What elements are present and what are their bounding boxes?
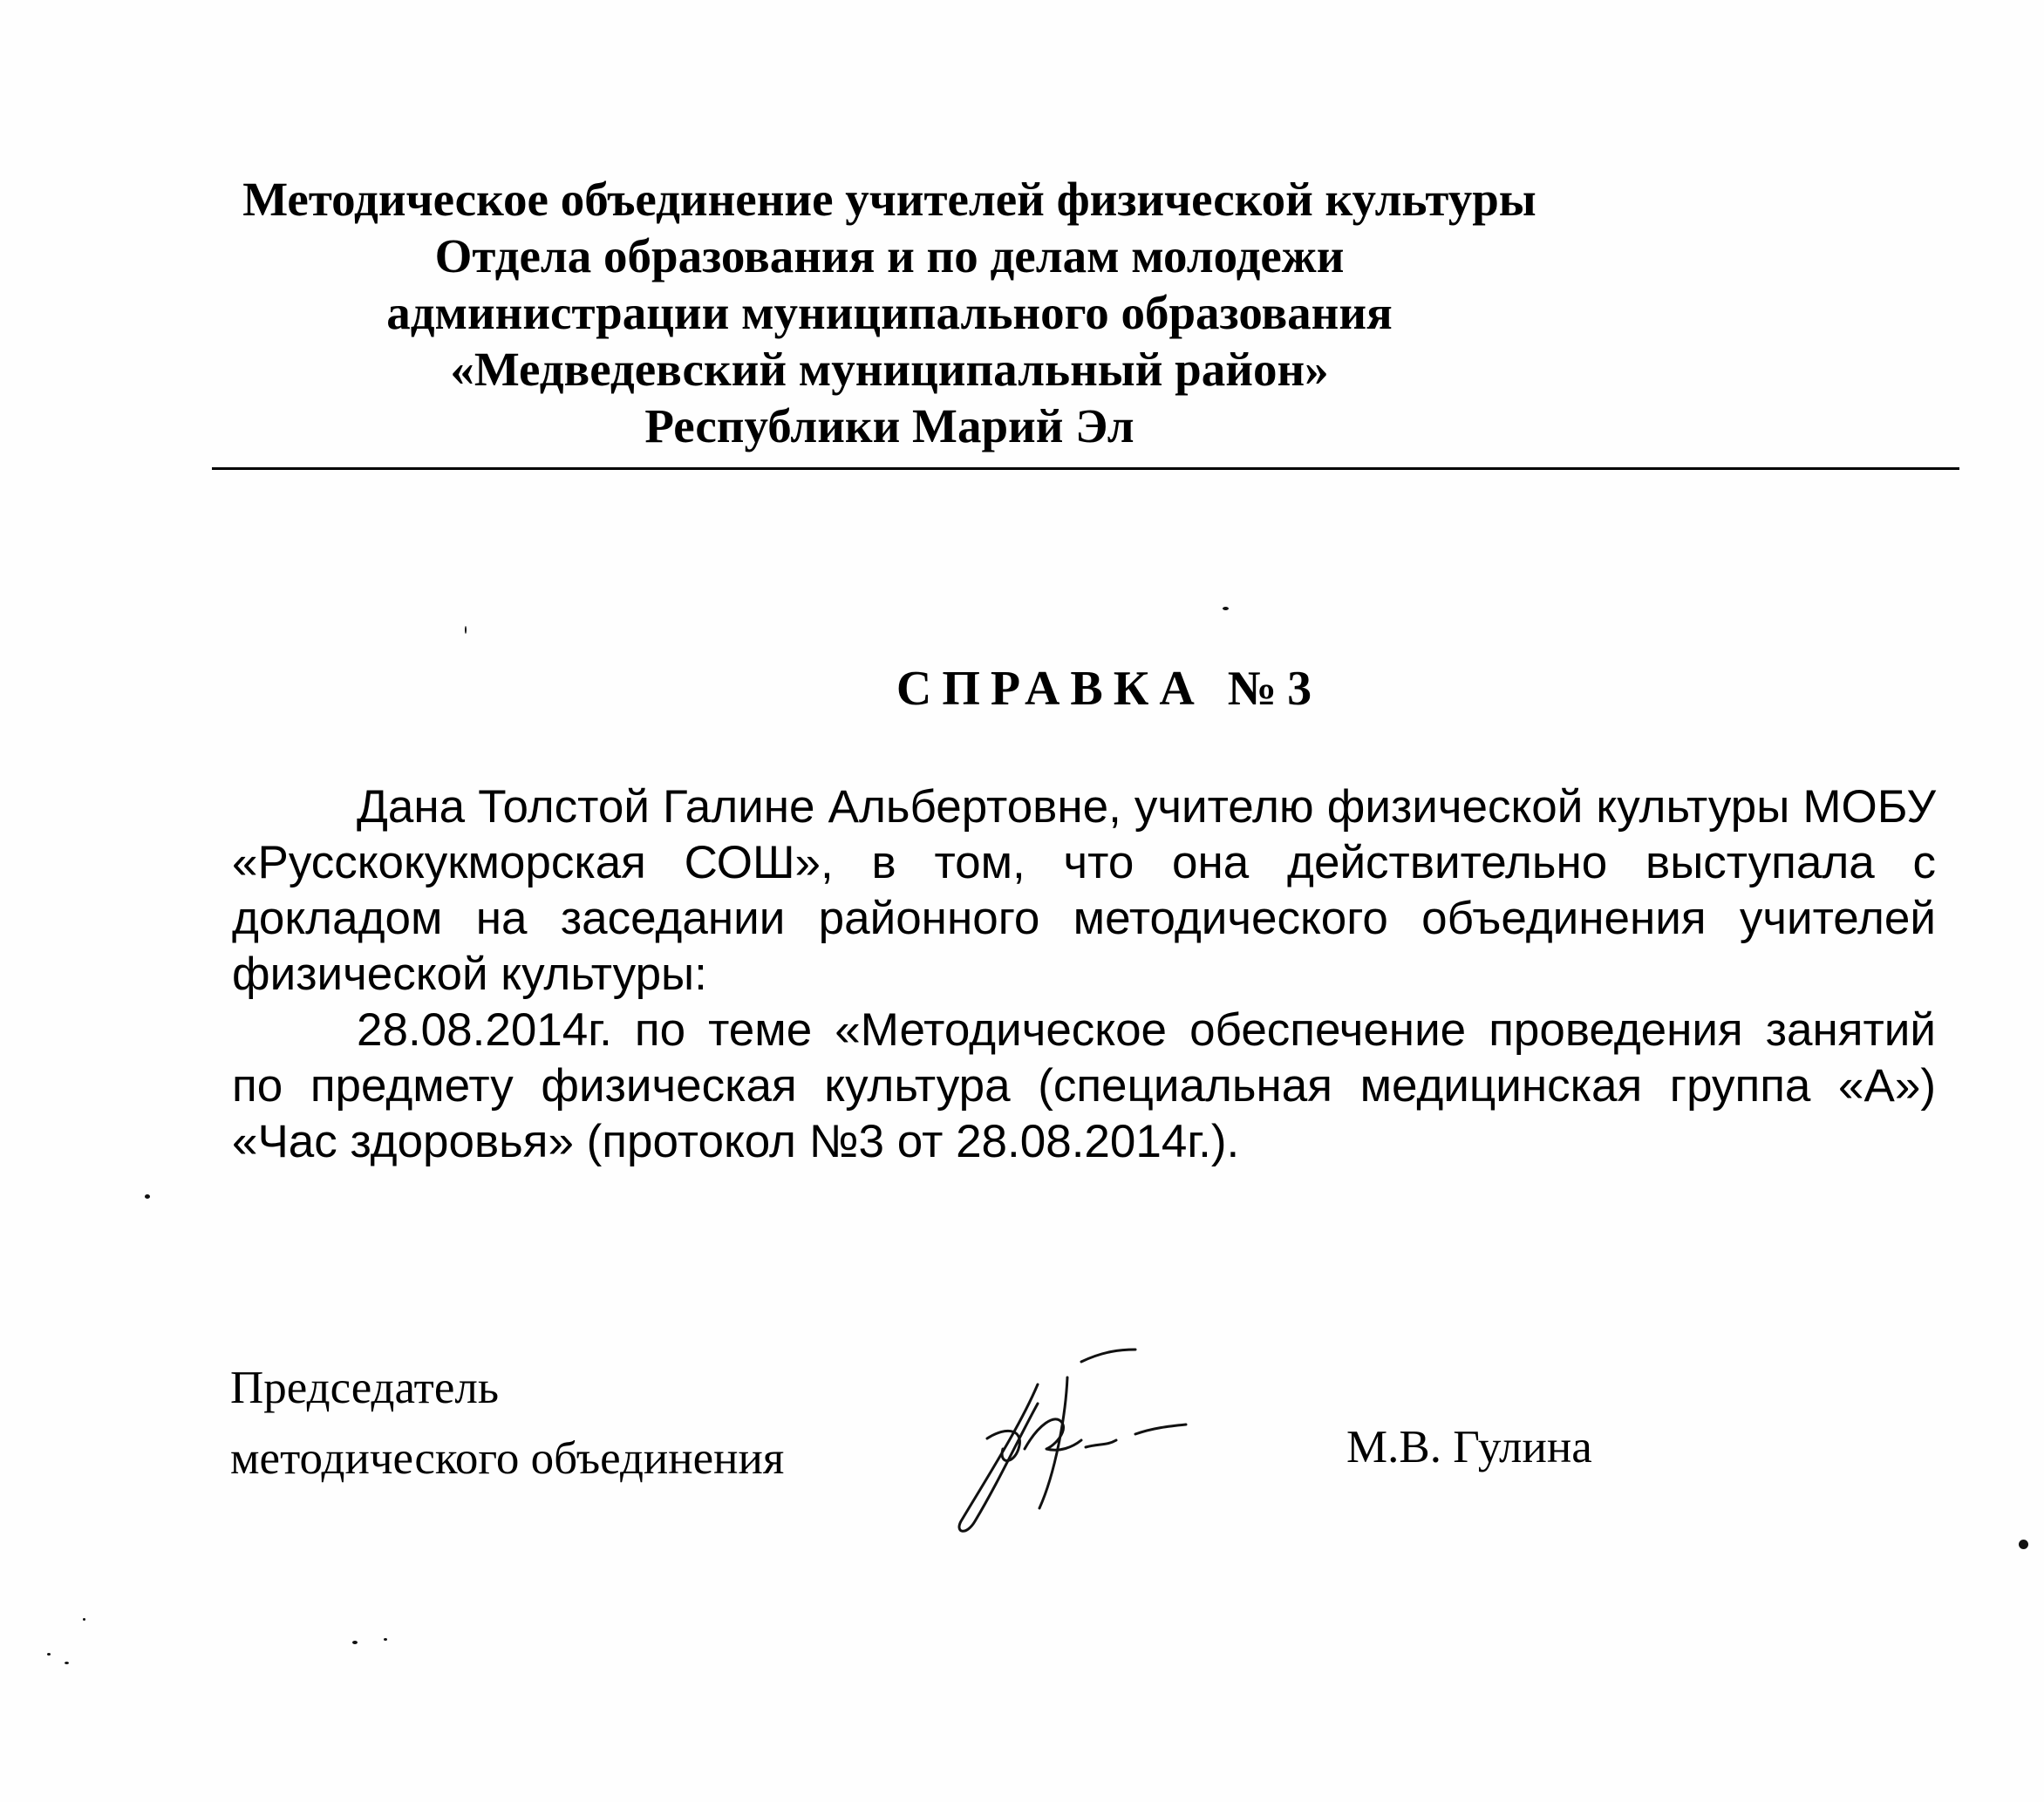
handwritten-signature <box>907 1343 1203 1552</box>
scan-speck <box>83 1618 85 1621</box>
scan-speck <box>65 1662 69 1664</box>
header-line-2: Отдела образования и по делам молодежи <box>434 229 1345 282</box>
scan-speck <box>145 1194 150 1199</box>
document-title: СПРАВКА №3 <box>896 662 1323 716</box>
scan-speck <box>2019 1540 2028 1549</box>
scan-speck <box>384 1638 387 1641</box>
signer-name: М.В. Гулина <box>1346 1422 1592 1472</box>
header-line-3: администрации муниципального образования <box>386 286 1393 339</box>
header-divider <box>212 467 1959 470</box>
scan-speck <box>1223 607 1229 610</box>
header-line-5: Республики Марий Эл <box>644 399 1134 452</box>
header-line-4: «Медведевский муниципальный район» <box>450 343 1329 396</box>
document-body <box>232 779 1936 1170</box>
body-paragraph-1: Дана Толстой Галине Альбертовне, учителю физической культуры МОБУ «Русскокукморская СОШ», в том, что она действительно выступала с докладом на заседании районного методического объединения учителей физической культуры: <box>232 781 1936 1000</box>
scan-speck <box>352 1641 358 1644</box>
body-paragraph-2: 28.08.2014г. по теме «Методическое обеспечение проведения занятий по предмету физическая культура (специальная медицинская группа «А») «Час здоровья» (протокол №3 от 28.08.2014г.). <box>232 1004 1936 1167</box>
signer-position <box>230 1353 784 1494</box>
scan-speck <box>47 1653 51 1656</box>
scan-speck <box>465 626 467 634</box>
signer-position-line-1: Председатель <box>230 1363 499 1413</box>
header-line-1: Методическое объединение учителей физической культуры <box>242 173 1536 226</box>
organization-header <box>209 171 1570 454</box>
signer-position-line-2: методического объединения <box>230 1433 785 1484</box>
